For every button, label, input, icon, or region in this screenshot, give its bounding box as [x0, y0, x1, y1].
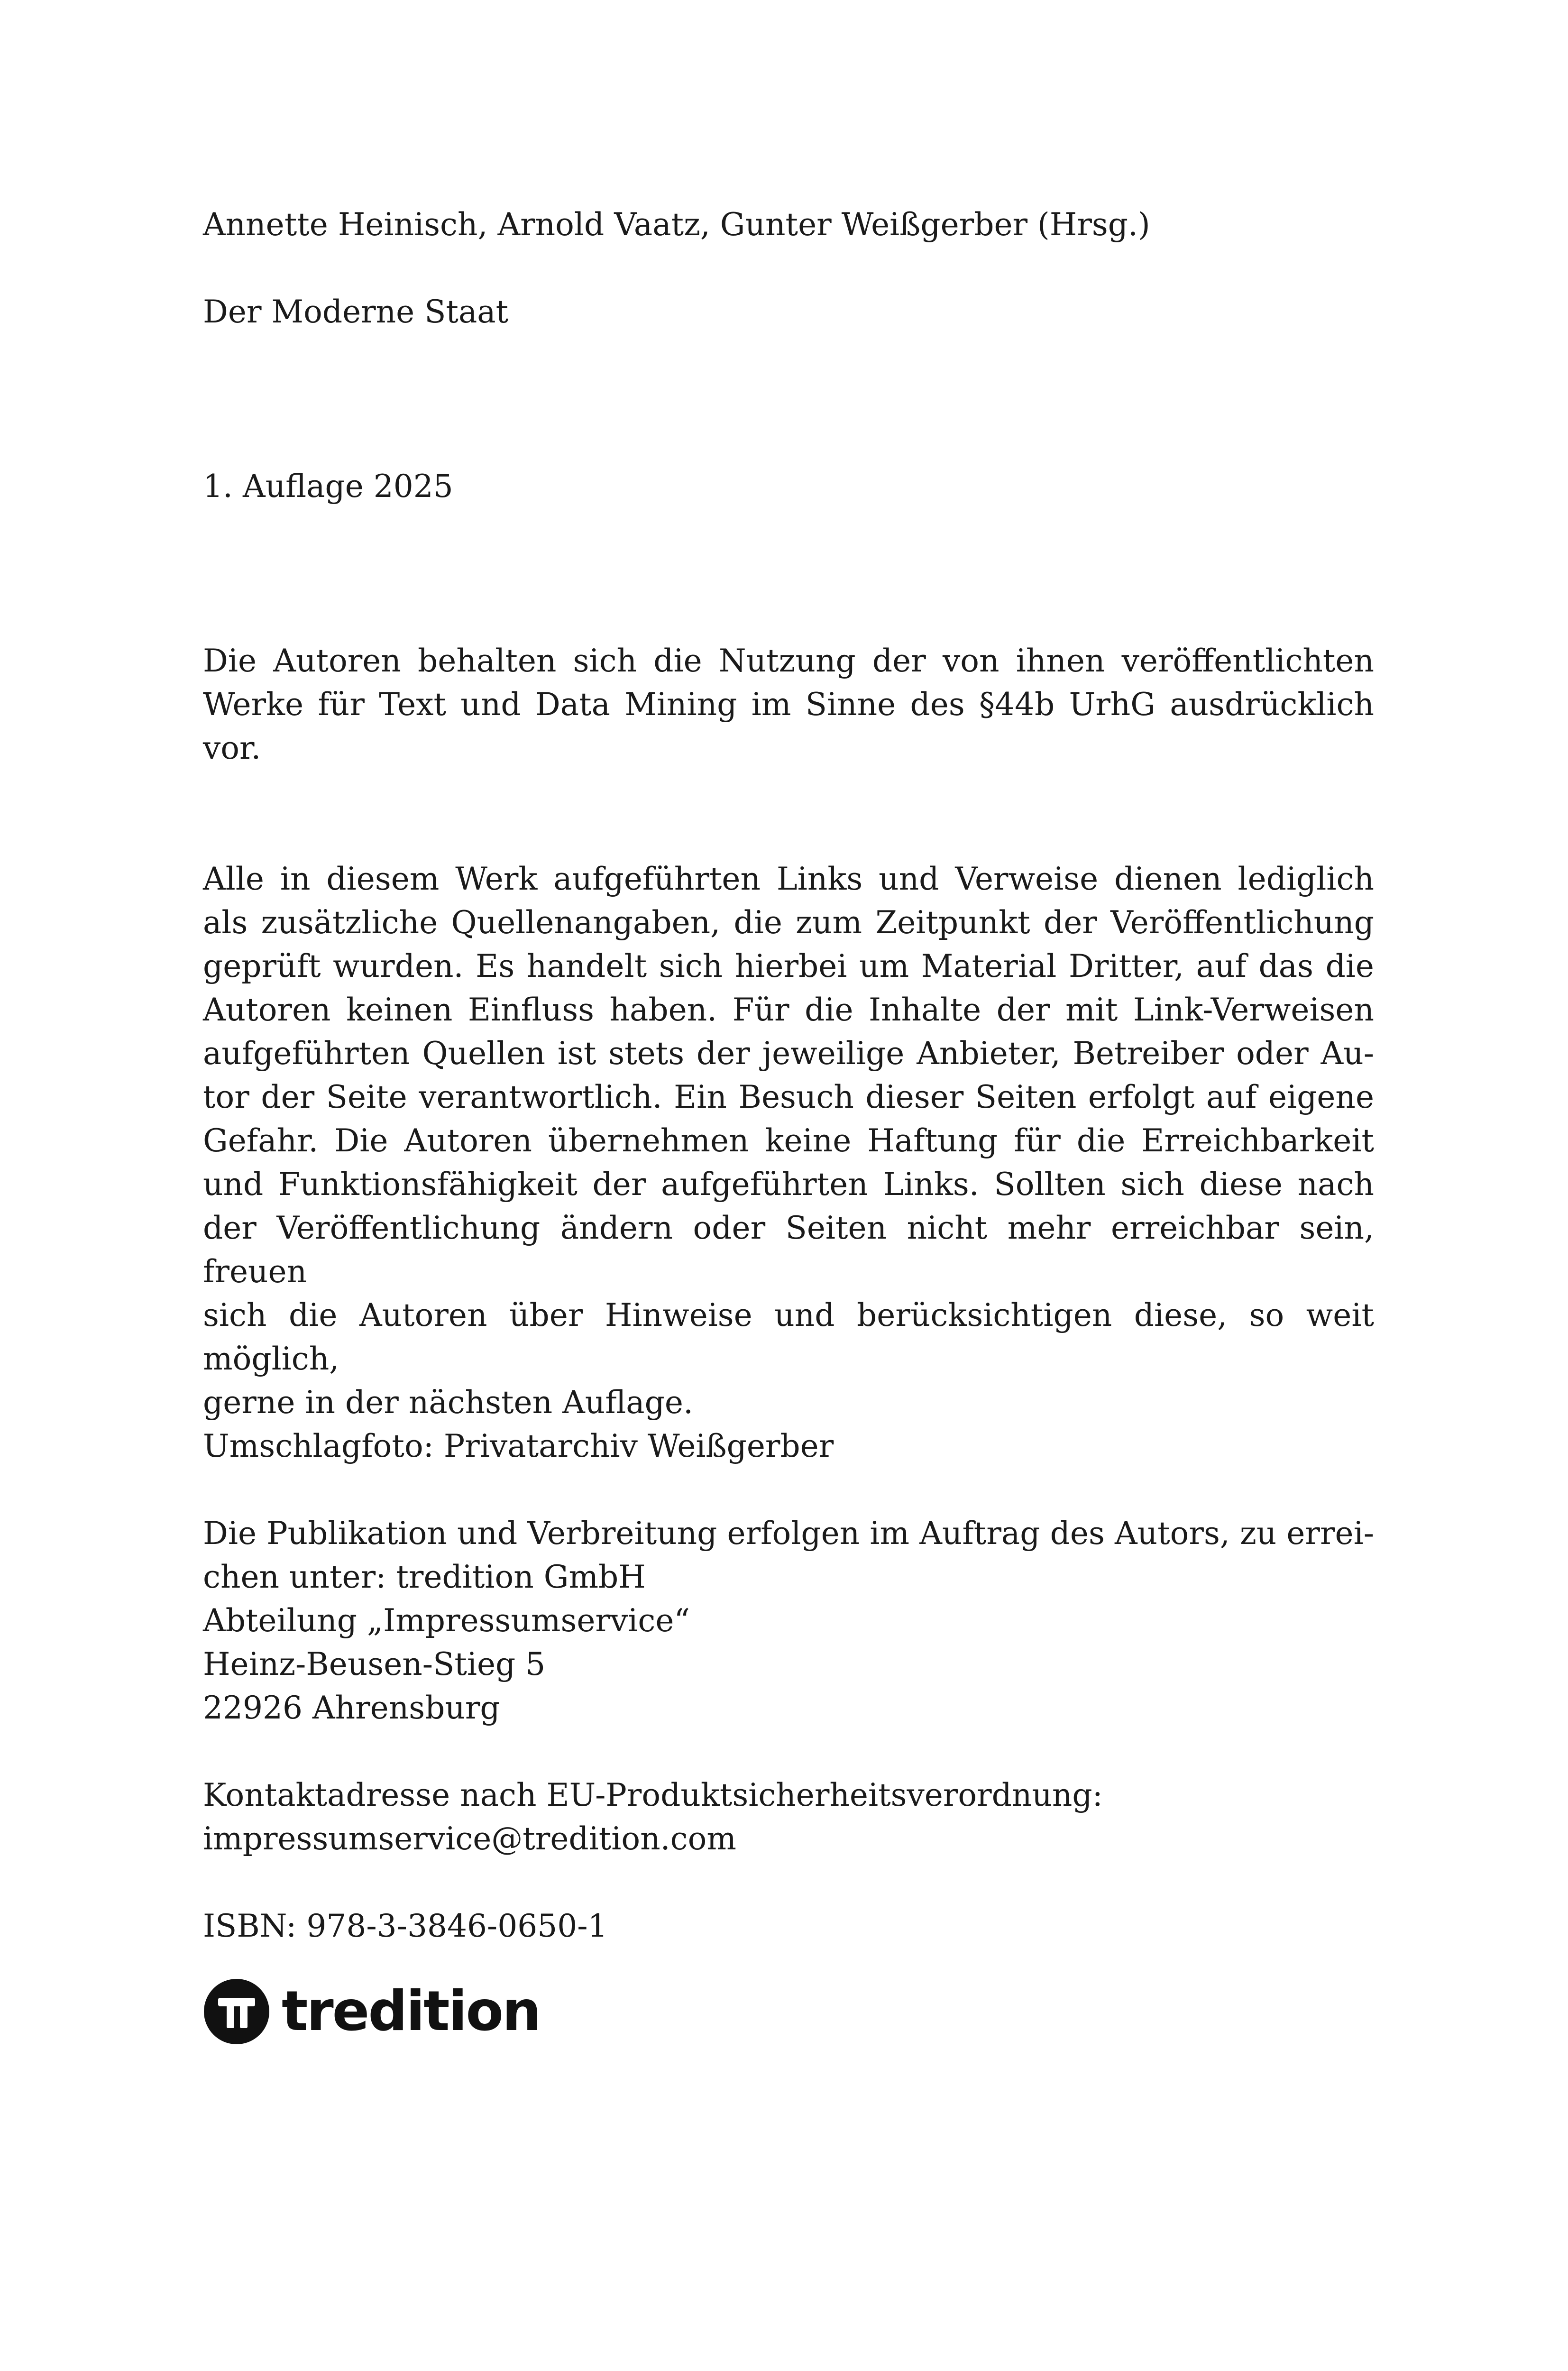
- links-disclaimer-line: als zusätzliche Quellenangaben, die zum Zeitpunkt der Veröffentlichung: [203, 904, 1374, 941]
- contact-block: [203, 1774, 1374, 1861]
- tdm-notice-line: Werke für Text und Data Mining im Sinne des §44b UrhG ausdrücklich: [203, 686, 1374, 723]
- links-disclaimer-line: geprüft wurden. Es handelt sich hierbei um Material Dritter, auf das die: [203, 948, 1374, 984]
- links-disclaimer-line: gerne in der nächsten Auflage.: [203, 1384, 693, 1421]
- links-disclaimer-line: Alle in diesem Werk aufgeführten Links und Verweise dienen lediglich: [203, 861, 1374, 897]
- publisher-address: [203, 1512, 1374, 1730]
- contact-email: impressumservice@tredition.com: [203, 1820, 736, 1857]
- links-disclaimer-line: Gefahr. Die Autoren übernehmen keine Haftung für die Erreichbarkeit: [203, 1122, 1374, 1159]
- tdm-notice-line: Die Autoren behalten sich die Nutzung der von ihnen veröffentlichten: [203, 643, 1374, 679]
- links-disclaimer-line: tor der Seite verantwortlich. Ein Besuch dieser Seiten erfolgt auf eigene: [203, 1079, 1374, 1115]
- contact-label: Kontaktadresse nach EU-Produktsicherheitsverordnung:: [203, 1777, 1103, 1813]
- tdm-notice-line: vor.: [203, 730, 261, 766]
- publisher-address-line: chen unter: tredition GmbH: [203, 1559, 646, 1595]
- links-disclaimer-line: und Funktionsfähigkeit der aufgeführten Links. Sollten sich diese nach: [203, 1166, 1374, 1203]
- links-disclaimer-line: der Veröffentlichung ändern oder Seiten nicht mehr erreichbar sein, freuen: [203, 1210, 1374, 1290]
- links-disclaimer-line: Autoren keinen Einfluss haben. Für die Inhalte der mit Link-Verweisen: [203, 992, 1374, 1028]
- text-data-mining-notice: [203, 639, 1374, 770]
- tredition-logo: [204, 1978, 540, 2045]
- editors-text: Annette Heinisch, Arnold Vaatz, Gunter Weißgerber (Hrsg.): [203, 206, 1150, 243]
- tredition-wordmark: tredition: [282, 1979, 540, 2043]
- edition-text: 1. Auflage 2025: [203, 468, 453, 505]
- publisher-address-line: Heinz-Beusen-Stieg 5: [203, 1646, 546, 1682]
- book-title: [203, 290, 1374, 334]
- links-disclaimer-line: sich die Autoren über Hinweise und berücksichtigen diese, so weit möglich,: [203, 1297, 1374, 1377]
- editors-line: [203, 203, 1374, 247]
- links-disclaimer: [203, 857, 1374, 1424]
- book-title-text: Der Moderne Staat: [203, 294, 509, 330]
- tredition-logo-icon: [204, 1979, 269, 2044]
- isbn-text: ISBN: 978-3-3846-0650-1: [203, 1908, 608, 1944]
- isbn: [203, 1904, 1374, 1948]
- publisher-address-line: Die Publikation und Verbreitung erfolgen im Auftrag des Autors, zu errei-: [203, 1515, 1374, 1552]
- publisher-address-line: Abteilung „Impressumservice“: [203, 1602, 690, 1639]
- edition-line: [203, 465, 1374, 508]
- cover-photo-credit: [203, 1424, 1374, 1468]
- publisher-address-line: 22926 Ahrensburg: [203, 1690, 500, 1726]
- cover-photo-credit-text: Umschlagfoto: Privatarchiv Weißgerber: [203, 1428, 834, 1464]
- links-disclaimer-line: aufgeführten Quellen ist stets der jeweilige Anbieter, Betreiber oder Au-: [203, 1035, 1374, 1072]
